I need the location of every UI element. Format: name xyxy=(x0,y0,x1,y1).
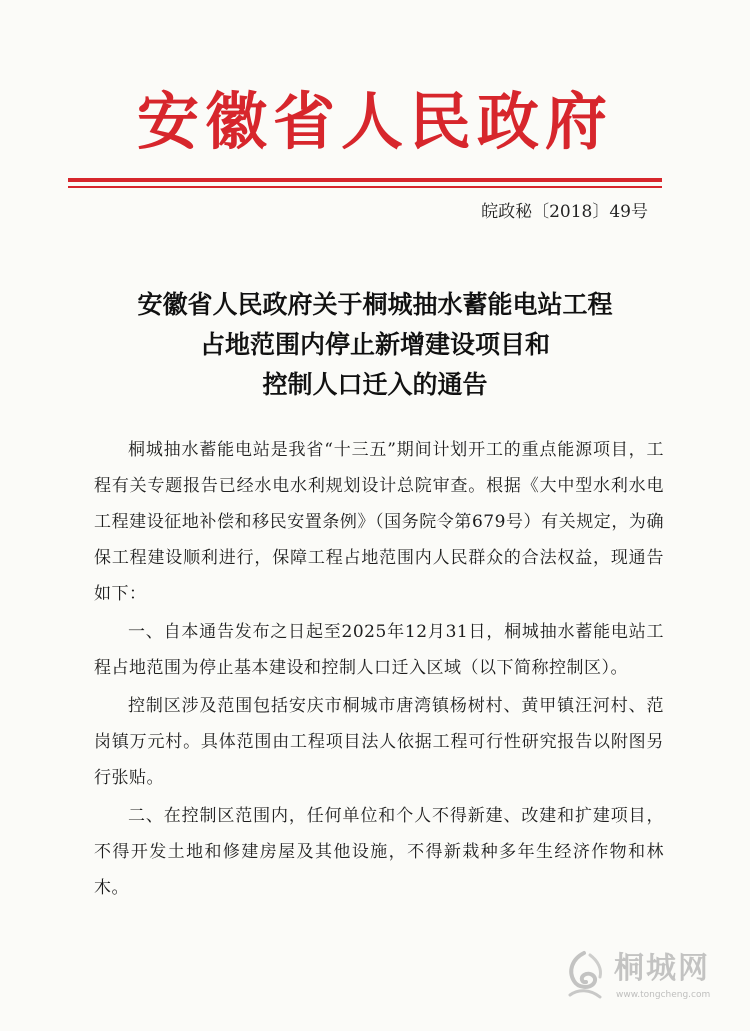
notice-body xyxy=(94,432,664,908)
body-paragraph: 二、在控制区范围内，任何单位和个人不得新建、改建和扩建项目，不得开发土地和修建房屋及其他设施，不得新栽种多年生经济作物和林木。 xyxy=(94,806,664,898)
masthead-title: 安徽省人民政府 xyxy=(136,85,613,158)
watermark-url: www.tongcheng.com xyxy=(616,990,711,1000)
body-paragraph: 控制区涉及范围包括安庆市桐城市唐湾镇杨树村、黄甲镇汪河村、范岗镇万元村。具体范围由工程项目法人依据工程可行性研究报告以附图另行张贴。 xyxy=(94,696,664,788)
title-line: 控制人口迁入的通告 xyxy=(262,370,488,399)
body-paragraph: 一、自本通告发布之日起至2025年12月31日，桐城抽水蓄能电站工程占地范围为停止基本建设和控制人口迁入区域（以下简称控制区）。 xyxy=(94,622,664,678)
title-line: 占地范围内停止新增建设项目和 xyxy=(199,330,550,359)
notice-title xyxy=(60,285,690,405)
tongcheng-logo-icon xyxy=(560,949,608,1005)
site-watermark xyxy=(560,947,720,1017)
red-rule-thin xyxy=(68,186,662,188)
document-number: 皖政秘〔2018〕49号 xyxy=(481,202,648,222)
watermark-name: 桐城网 xyxy=(614,951,710,986)
title-line: 安徽省人民政府关于桐城抽水蓄能电站工程 xyxy=(137,290,613,319)
red-rule-thick xyxy=(68,178,662,182)
body-paragraph: 桐城抽水蓄能电站是我省“十三五”期间计划开工的重点能源项目，工程有关专题报告已经水电水利规划设计总院审查。根据《大中型水利水电工程建设征地补偿和移民安置条例》（国务院令第679号）有关规定，为确保工程建设顺利进行，保障工程占地范围内人民群众的合法权益，现通告如下： xyxy=(94,440,664,604)
